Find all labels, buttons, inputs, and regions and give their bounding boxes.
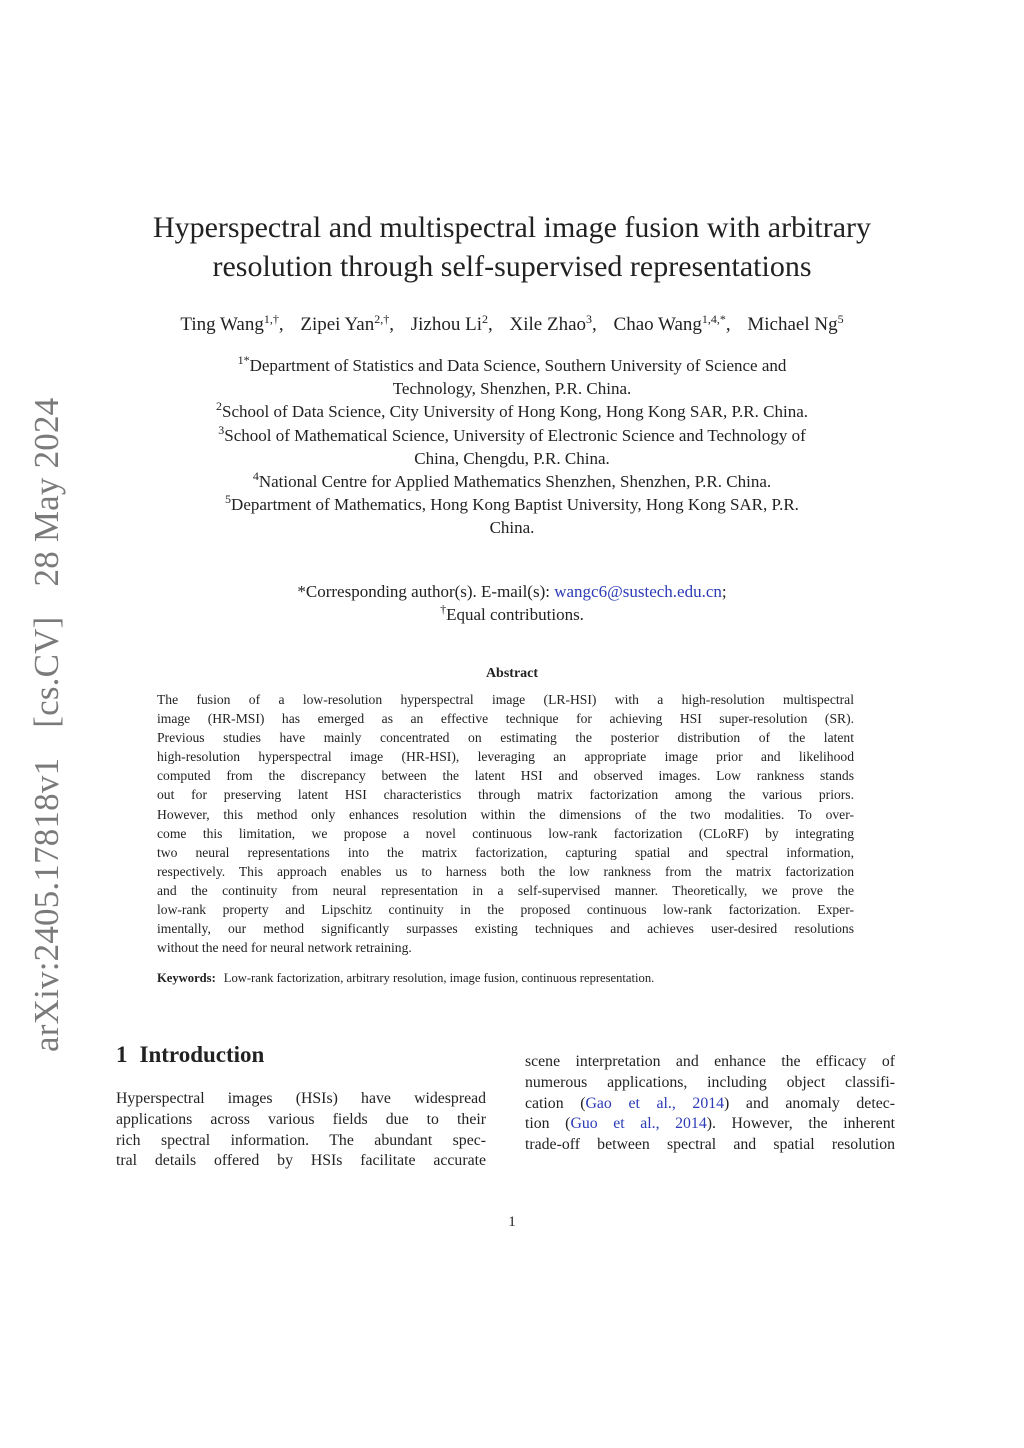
author: Michael Ng$^5$ bbox=[747, 312, 844, 335]
title-line-1: Hyperspectral and multispectral image fusion with arbitrary bbox=[152, 211, 872, 244]
right-column bbox=[525, 1052, 895, 1156]
paper-title bbox=[120, 208, 904, 286]
arxiv-category: [cs.CV] bbox=[27, 616, 66, 728]
arxiv-sidebar-stamp bbox=[12, 52, 82, 1052]
body-line: numerous applications, including object classifi- bbox=[525, 1073, 895, 1091]
abstract-line: without the need for neural network retraining. bbox=[157, 940, 412, 956]
abstract-line: However, this method only enhances resolution within the dimensions of the two modalities. To over- bbox=[157, 806, 854, 822]
abstract-line: high-resolution hyperspectral image (HR-HSI), leveraging an appropriate image prior and likelihood bbox=[157, 749, 854, 765]
abstract-line: respectively. This approach enables us to harness both the low rankness from the matrix factorization bbox=[157, 863, 854, 879]
arxiv-id[interactable]: arXiv:2405.17818v1 bbox=[27, 757, 66, 1052]
section-heading bbox=[116, 1042, 264, 1068]
abstract-line: and the continuity from neural representation in a self-supervised manner. Theoretically, we prove the bbox=[157, 882, 854, 898]
email-link[interactable]: wangc6@sustech.edu.cn bbox=[554, 582, 722, 601]
author: Ting Wang$^{1,\dagger}$, bbox=[180, 312, 284, 335]
citation-link[interactable]: Gao et al., 2014 bbox=[585, 1094, 725, 1112]
affiliation-5: $^5$Department of Mathematics, Hong Kong Baptist University, Hong Kong SAR, P.R. bbox=[225, 492, 799, 515]
body-line: trade-off between spectral and spatial resolution bbox=[525, 1136, 895, 1154]
abstract-line: two neural representations into the matrix factorization, capturing spatial and spectral information, bbox=[157, 844, 854, 860]
affiliation-3: $^3$School of Mathematical Science, University of Electronic Science and Technology of bbox=[218, 422, 806, 445]
corresponding-author: *Corresponding author(s). E-mail(s): wangc6@sustech.edu.cn; bbox=[297, 582, 727, 601]
body-line: cation (Gao et al., 2014) and anomaly detec- bbox=[525, 1094, 895, 1112]
author: Jizhou Li$^2$, bbox=[410, 312, 493, 335]
correspondence bbox=[140, 580, 884, 626]
abstract-heading: Abstract bbox=[485, 666, 539, 681]
arxiv-date: 28 May 2024 bbox=[27, 397, 66, 587]
keywords-label: Keywords: bbox=[157, 971, 216, 985]
body-line: tion (Guo et al., 2014). However, the inherent bbox=[525, 1115, 895, 1133]
body-line: Hyperspectral images (HSIs) have widespread bbox=[116, 1090, 486, 1107]
citation-link[interactable]: Guo et al., 2014 bbox=[570, 1115, 707, 1133]
affiliation-5-cont: China. bbox=[489, 518, 535, 538]
abstract-line: image (HR-MSI) has emerged as an effective technique for achieving HSI super-resolution (SR). bbox=[157, 711, 854, 727]
author: Xile Zhao$^3$, bbox=[509, 312, 597, 335]
abstract-line: imentally, our method significantly surpasses existing techniques and achieves user-desired resolutions bbox=[157, 921, 854, 937]
body-line: tral details offered by HSIs facilitate accurate bbox=[116, 1152, 486, 1170]
affiliation-1-cont: Technology, Shenzhen, P.R. China. bbox=[392, 379, 632, 399]
keywords-text: Low-rank factorization, arbitrary resolution, image fusion, continuous representation. bbox=[223, 971, 655, 985]
body-line: rich spectral information. The abundant spec- bbox=[116, 1131, 486, 1149]
left-column bbox=[116, 1089, 486, 1172]
abstract-line: The fusion of a low-resolution hyperspectral image (LR-HSI) with a high-resolution multispectral bbox=[157, 692, 854, 707]
title-line-2: resolution through self-supervised representations bbox=[212, 250, 812, 283]
affiliation-3-cont: China, Chengdu, P.R. China. bbox=[414, 448, 610, 468]
affiliation-4: $^4$National Centre for Applied Mathematics Shenzhen, Shenzhen, P.R. China. bbox=[252, 469, 772, 492]
abstract-line: low-rank property and Lipschitz continuity in the proposed continuous low-rank factorization. Exper- bbox=[157, 902, 854, 918]
abstract-line: come this limitation, we propose a novel continuous low-rank factorization (CLoRF) by integrating bbox=[157, 825, 854, 841]
affiliation-1: $^{1*}$Department of Statistics and Data Science, Southern University of Science and bbox=[237, 353, 787, 375]
abstract-body bbox=[157, 690, 854, 957]
author: Chao Wang$^{1,4,*}$, bbox=[613, 312, 731, 335]
section-number: 1 bbox=[116, 1042, 128, 1067]
body-line: scene interpretation and enhance the efficacy of bbox=[525, 1053, 895, 1070]
abstract-line: out for preserving latent HSI characteristics through matrix factorization among the various priors. bbox=[157, 787, 854, 803]
section-title: Introduction bbox=[139, 1042, 265, 1067]
abstract-line: computed from the discrepancy between the latent HSI and observed images. Low rankness stands bbox=[157, 768, 854, 784]
author-list bbox=[100, 314, 924, 336]
affiliations bbox=[140, 354, 884, 540]
affiliation-2: $^2$School of Data Science, City University of Hong Kong, Hong Kong SAR, P.R. China. bbox=[216, 399, 808, 422]
body-line: applications across various fields due to their bbox=[116, 1110, 486, 1128]
keywords bbox=[157, 971, 854, 986]
abstract-line: Previous studies have mainly concentrated on estimating the posterior distribution of the latent bbox=[157, 730, 854, 746]
equal-contribution: †Equal contributions. bbox=[440, 602, 584, 624]
page-number: 1 bbox=[508, 1214, 516, 1230]
author: Zipei Yan$^{2,\dagger}$, bbox=[300, 312, 394, 335]
